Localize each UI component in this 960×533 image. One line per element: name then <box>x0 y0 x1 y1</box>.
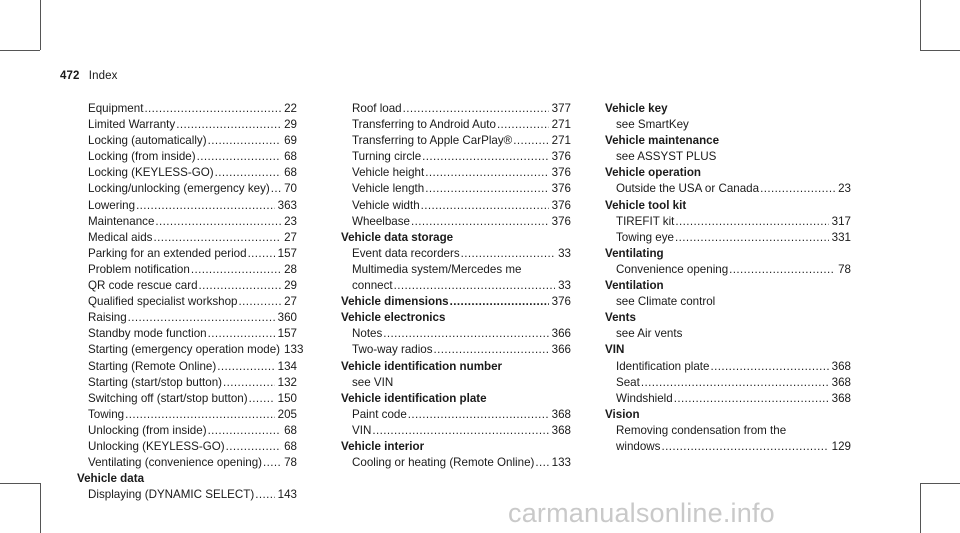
index-subentry <box>77 117 297 133</box>
dot-leader <box>425 165 548 181</box>
entry-page-number: 132 <box>277 375 297 389</box>
watermark-logo: carmanualsonline.info <box>508 498 775 528</box>
entry-label: Event data recorders <box>352 246 460 260</box>
dot-leader <box>197 149 281 165</box>
crop-mark-tl-h <box>0 50 40 51</box>
entry-label: Seat <box>616 375 640 389</box>
dot-leader <box>191 262 281 278</box>
dot-leader <box>144 101 281 117</box>
entry-label: Vehicle length <box>352 182 425 196</box>
entry-page-number: 78 <box>838 262 851 276</box>
index-subentry <box>341 407 571 423</box>
index-subentry <box>605 214 851 230</box>
dot-leader <box>710 359 828 375</box>
index-subentry <box>341 278 571 294</box>
entry-page-number: 68 <box>284 439 297 453</box>
entry-page-number: 78 <box>284 456 297 470</box>
dot-leader <box>422 149 549 165</box>
index-subentry <box>77 165 297 181</box>
index-subentry <box>341 149 571 165</box>
entry-page-number: 376 <box>551 198 571 212</box>
index-subentry <box>341 214 571 230</box>
index-column-2 <box>341 101 571 471</box>
index-subentry <box>605 359 851 375</box>
dot-leader <box>641 375 829 391</box>
dot-leader <box>674 391 829 407</box>
entry-label: Outside the USA or Canada <box>616 182 760 196</box>
entry-label: Vehicle height <box>352 166 425 180</box>
dot-leader <box>255 487 274 503</box>
dot-leader <box>675 230 829 246</box>
entry-page-number: 70 <box>284 182 297 196</box>
entry-page-number: 68 <box>284 150 297 164</box>
index-subentry <box>605 391 851 407</box>
entry-page-number: 368 <box>831 391 851 405</box>
entry-page-number: 68 <box>284 423 297 437</box>
index-subentry <box>77 149 297 165</box>
dot-leader <box>248 246 275 262</box>
entry-page-number: 134 <box>277 359 297 373</box>
index-subentry <box>341 133 571 149</box>
entry-page-number: 157 <box>277 327 297 341</box>
entry-label: Cooling or heating (Remote Online) <box>352 456 535 470</box>
index-subentry <box>341 117 571 133</box>
dot-leader <box>661 439 828 455</box>
entry-label: Identification plate <box>616 359 710 373</box>
entry-label: Wheelbase <box>352 214 411 228</box>
entry-label: connect <box>352 279 393 293</box>
index-heading: Vehicle key <box>605 102 668 115</box>
index-subentry <box>341 455 571 471</box>
index-heading: Vision <box>605 407 640 421</box>
index-subentry <box>77 439 297 455</box>
dot-leader <box>215 165 281 181</box>
dot-leader <box>208 133 282 149</box>
entry-page-number: 22 <box>284 102 297 115</box>
entry-page-number: 69 <box>284 134 297 148</box>
entry-label: Unlocking (from inside) <box>88 423 207 437</box>
entry-page-number: 366 <box>551 343 571 357</box>
crop-mark-bl-h <box>0 483 40 484</box>
dot-leader <box>408 407 549 423</box>
dot-leader <box>128 310 275 326</box>
entry-label: Standby mode function <box>88 327 207 341</box>
entry-label: Locking (from inside) <box>88 150 196 164</box>
dot-leader <box>729 262 835 278</box>
index-subentry <box>77 230 297 246</box>
index-subentry <box>77 181 297 197</box>
entry-page-number: 368 <box>831 375 851 389</box>
index-subentry <box>77 310 297 326</box>
index-subentry <box>77 487 297 503</box>
dot-leader <box>249 391 275 407</box>
dot-leader <box>226 439 281 455</box>
entry-label: Two-way radios <box>352 343 433 357</box>
entry-label: Unlocking (KEYLESS-GO) <box>88 439 225 453</box>
entry-page-number: 366 <box>551 327 571 341</box>
entry-label: QR code rescue card <box>88 279 198 293</box>
dot-leader <box>223 375 275 391</box>
index-subentry <box>341 342 571 358</box>
entry-label: Turning circle <box>352 150 422 164</box>
dot-leader <box>450 294 549 310</box>
index-subentry <box>605 230 851 246</box>
dot-leader <box>760 181 835 197</box>
entry-label: Medical aids <box>88 230 153 244</box>
dot-leader <box>675 214 828 230</box>
entry-page-number: 68 <box>284 166 297 180</box>
entry-label: Locking (KEYLESS-GO) <box>88 166 214 180</box>
index-subentry <box>77 359 297 375</box>
dot-leader <box>497 117 549 133</box>
dot-leader <box>513 133 548 149</box>
index-subentry <box>341 326 571 342</box>
index-subentry-text: see Air vents <box>616 327 683 341</box>
dot-leader <box>383 326 548 342</box>
entry-label: Qualified specialist workshop <box>88 295 238 309</box>
entry-label: Locking/unlocking (emergency key) <box>88 182 270 196</box>
index-heading: Ventilating <box>605 246 664 260</box>
entry-label: TIREFIT kit <box>616 214 675 228</box>
index-subentry <box>77 278 297 294</box>
entry-page-number: 27 <box>284 295 297 309</box>
entry-label: Maintenance <box>88 214 155 228</box>
dot-leader <box>239 294 282 310</box>
index-heading: Vehicle operation <box>605 166 701 180</box>
entry-page-number: 150 <box>277 391 297 405</box>
dot-leader <box>372 423 548 439</box>
entry-page-number: 27 <box>284 230 297 244</box>
entry-label: Displaying (DYNAMIC SELECT) <box>88 488 255 502</box>
entry-page-number: 376 <box>551 150 571 164</box>
entry-page-number: 143 <box>277 488 297 502</box>
index-subentry <box>341 165 571 181</box>
index-column-3 <box>605 101 851 455</box>
dot-leader <box>394 278 555 294</box>
entry-page-number: 29 <box>284 279 297 293</box>
index-subentry <box>341 246 571 262</box>
entry-label: windows <box>616 439 661 453</box>
entry-label: Transferring to Apple CarPlay® <box>352 134 513 148</box>
entry-page-number: 376 <box>551 214 571 228</box>
entry-label: Towing <box>88 407 125 421</box>
dot-leader <box>176 117 281 133</box>
entry-page-number: 28 <box>284 262 297 276</box>
index-subentry <box>341 101 571 117</box>
index-heading: Vehicle electronics <box>341 311 446 325</box>
index-heading: Vehicle data storage <box>341 230 454 244</box>
entry-page-number: 376 <box>551 295 571 309</box>
entry-label: Limited Warranty <box>88 118 176 132</box>
entry-page-number: 376 <box>551 166 571 180</box>
entry-label: Windshield <box>616 391 673 405</box>
index-heading: Vehicle identification plate <box>341 391 487 405</box>
index-subentry <box>77 101 297 117</box>
entry-label: Starting (start/stop button) <box>88 375 223 389</box>
section-title: Index <box>88 70 118 82</box>
index-subentry <box>77 198 297 214</box>
dot-leader <box>155 214 281 230</box>
index-subentry <box>77 294 297 310</box>
crop-mark-bl-v <box>40 483 41 533</box>
index-heading: Vehicle maintenance <box>605 134 720 148</box>
index-subentry-text: see ASSYST PLUS <box>616 150 717 164</box>
dot-leader <box>461 246 555 262</box>
index-subentry <box>77 423 297 439</box>
entry-page-number: 368 <box>831 359 851 373</box>
entry-label: Problem notification <box>88 262 190 276</box>
entry-page-number: 271 <box>551 118 571 132</box>
entry-label: Starting (Remote Online) <box>88 359 217 373</box>
entry-label: Switching off (start/stop button) <box>88 391 248 405</box>
crop-mark-br-h <box>920 483 960 484</box>
crop-mark-tl-v <box>40 0 41 50</box>
index-subentry <box>341 181 571 197</box>
entry-page-number: 133 <box>284 343 304 357</box>
index-heading: Vehicle identification number <box>341 359 503 373</box>
index-subentry-text: Removing condensation from the <box>616 423 787 437</box>
crop-mark-tr-v <box>920 0 921 50</box>
index-subentry <box>77 246 297 262</box>
crop-mark-tr-h <box>920 50 960 51</box>
dot-leader <box>271 181 281 197</box>
entry-page-number: 33 <box>558 246 571 260</box>
crop-mark-br-v <box>920 483 921 533</box>
index-heading: Vehicle tool kit <box>605 198 687 212</box>
entry-label: Vehicle width <box>352 198 420 212</box>
entry-page-number: 360 <box>277 311 297 325</box>
dot-leader <box>153 230 281 246</box>
entry-label: Transferring to Android Auto <box>352 118 496 132</box>
entry-label: Locking (automatically) <box>88 134 207 148</box>
index-heading: Vents <box>605 311 636 325</box>
index-subentry <box>77 455 297 471</box>
dot-leader <box>125 407 275 423</box>
entry-label: Equipment <box>88 102 144 115</box>
index-heading: Vehicle data <box>77 472 145 486</box>
entry-page-number: 23 <box>284 214 297 228</box>
index-heading-entry <box>341 294 571 310</box>
entry-page-number: 205 <box>277 407 297 421</box>
index-heading: Vehicle interior <box>341 439 425 453</box>
index-subentry <box>77 326 297 342</box>
entry-page-number: 129 <box>831 439 851 453</box>
entry-label: Lowering <box>88 198 136 212</box>
dot-leader <box>403 101 549 117</box>
dot-leader <box>434 342 549 358</box>
entry-page-number: 376 <box>551 182 571 196</box>
entry-label: Starting (emergency operation mode) <box>88 343 281 357</box>
entry-page-number: 271 <box>551 134 571 148</box>
entry-label: Parking for an extended period <box>88 246 247 260</box>
entry-page-number: 133 <box>551 456 571 470</box>
index-subentry <box>341 198 571 214</box>
dot-leader <box>535 455 548 471</box>
page-header <box>60 70 117 82</box>
index-subentry <box>605 439 851 455</box>
entry-page-number: 317 <box>831 214 851 228</box>
entry-label: Notes <box>352 327 383 341</box>
entry-page-number: 331 <box>831 230 851 244</box>
dot-leader <box>217 359 274 375</box>
dot-leader <box>208 423 282 439</box>
dot-leader <box>208 326 275 342</box>
index-column-1 <box>77 101 304 503</box>
index-subentry <box>77 214 297 230</box>
dot-leader <box>263 455 281 471</box>
index-subentry <box>605 262 851 278</box>
entry-page-number: 363 <box>277 198 297 212</box>
entry-page-number: 368 <box>551 423 571 437</box>
index-subentry-text: see Climate control <box>616 295 716 309</box>
index-subentry <box>605 181 851 197</box>
entry-page-number: 29 <box>284 118 297 132</box>
entry-label: VIN <box>352 423 372 437</box>
entry-page-number: 157 <box>277 246 297 260</box>
index-subentry-text: see SmartKey <box>616 118 689 132</box>
dot-leader <box>421 198 549 214</box>
entry-page-number: 33 <box>558 279 571 293</box>
index-subentry-text: see VIN <box>352 375 394 389</box>
dot-leader <box>411 214 549 230</box>
index-subentry <box>341 423 571 439</box>
entry-label: Raising <box>88 311 127 325</box>
index-subentry <box>77 342 304 358</box>
index-subentry <box>77 262 297 278</box>
index-subentry-text: Multimedia system/Mercedes me <box>352 262 522 276</box>
entry-page-number: 368 <box>551 407 571 421</box>
dot-leader <box>199 278 282 294</box>
entry-page-number: 23 <box>838 182 851 196</box>
index-heading: VIN <box>605 343 625 357</box>
entry-label: Towing eye <box>616 230 675 244</box>
index-subentry <box>77 407 297 423</box>
dot-leader <box>136 198 275 214</box>
index-subentry <box>605 375 851 391</box>
entry-label: Convenience opening <box>616 262 729 276</box>
index-subentry <box>77 133 297 149</box>
entry-label: Vehicle dimensions <box>341 295 449 309</box>
entry-label: Paint code <box>352 407 407 421</box>
entry-page-number: 377 <box>551 102 571 115</box>
index-subentry <box>77 375 297 391</box>
entry-label: Ventilating (convenience opening) <box>88 456 263 470</box>
page-number: 472 <box>60 70 80 82</box>
index-subentry <box>77 391 297 407</box>
entry-label: Roof load <box>352 102 402 115</box>
index-heading: Ventilation <box>605 279 664 293</box>
dot-leader <box>425 181 548 197</box>
